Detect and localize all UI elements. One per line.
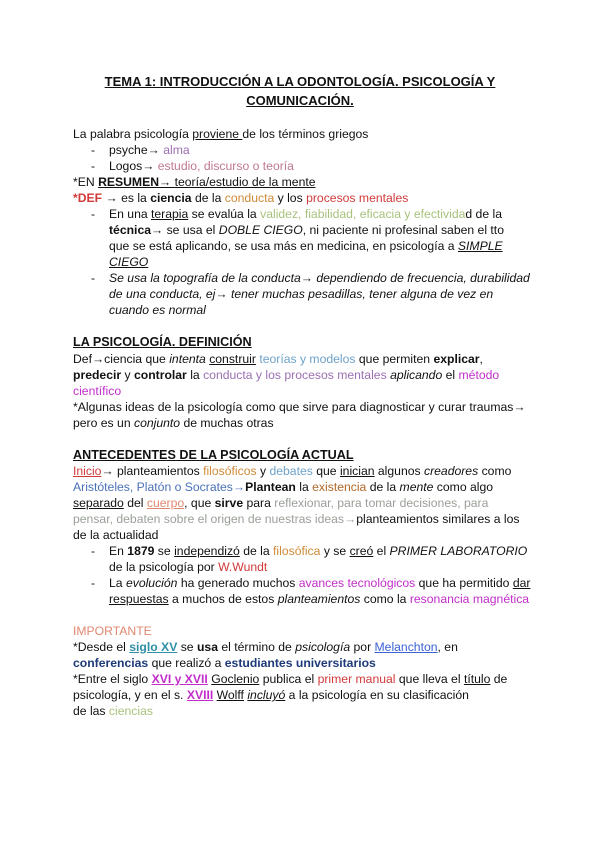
text-underlined: independizó	[174, 544, 240, 558]
text-colored: validez, fiabilidad, eficacia y efectivida	[260, 207, 466, 221]
bullet: -	[91, 544, 96, 558]
antecedentes-line-4	[73, 511, 519, 527]
text-italic: PRIMER LABORATORIO	[389, 544, 528, 558]
text: → se usa el	[151, 223, 219, 237]
text-underlined: título	[463, 672, 491, 686]
text-underlined: inician	[339, 464, 375, 478]
antecedentes-bullet-2	[91, 575, 95, 591]
page-title	[60, 72, 540, 110]
text: la	[186, 368, 204, 382]
text: , ni paciente ni profesinal saben el tto	[302, 223, 504, 237]
text: → es la	[102, 191, 151, 205]
text: y se	[320, 544, 350, 558]
text-bold: predecir	[73, 368, 122, 382]
text-colored: filosóficos	[203, 464, 257, 478]
text: psyche→	[109, 143, 164, 157]
intro-bullet-1	[91, 142, 95, 158]
title-line-1: TEMA 1: INTRODUCCIÓN A LA ODONTOLOGÍA. PSICOLOGÍA Y	[104, 74, 496, 89]
text-underlined: teoría/estudio de la mente	[174, 175, 316, 189]
text: psicología, y en el s.	[73, 688, 187, 702]
text: ha generado muchos	[177, 576, 299, 590]
text-underlined: Wolff	[216, 688, 244, 702]
text-colored: W.Wundt	[218, 560, 268, 574]
text-bold: 1879	[127, 544, 155, 558]
text: pero es un	[73, 416, 134, 430]
antecedentes-bullet-1-text	[109, 543, 527, 559]
text-colored: método	[458, 368, 500, 382]
antecedentes-line-3	[73, 495, 488, 511]
section-heading-definicion: LA PSICOLOGÍA. DEFINICIÓN	[73, 335, 252, 349]
def-bullet-1-line-4	[109, 254, 148, 270]
text: de los términos griegos	[242, 127, 369, 141]
text: La palabra psicología	[73, 127, 193, 141]
text-italic: DOBLE CIEGO	[218, 223, 303, 237]
def-bullet-2-line-2: de una conducta, ej→ tener muchas pesadillas, tener alguna de vez en	[109, 287, 494, 301]
text: que se está aplicando, se usa más en medicina, en psicología a	[109, 239, 458, 253]
def-bullet-2-text: Se usa la topografía de la conducta→ dependiendo de frecuencia, durabilidad	[109, 271, 530, 285]
text: como	[478, 464, 512, 478]
text-italic: mente	[399, 480, 434, 494]
text: que	[312, 464, 340, 478]
important-line-5	[73, 703, 153, 719]
text-colored: alma	[163, 143, 190, 157]
text: se	[154, 544, 175, 558]
definicion-line-3: científico	[73, 384, 122, 398]
intro-line-3	[73, 190, 408, 206]
definicion-line-5	[73, 415, 274, 431]
text: y	[256, 464, 270, 478]
text: de las	[73, 704, 109, 718]
text-underlined: Goclenio	[211, 672, 260, 686]
text: En una	[109, 207, 152, 221]
text-underlined: construir	[209, 352, 256, 366]
text-colored: conducta y los procesos mentales	[203, 368, 387, 382]
antecedentes-bullet-2-text	[109, 575, 530, 591]
text-colored: Inicio	[73, 464, 102, 478]
text-bold: Plantean	[245, 480, 296, 494]
text-colored: resonancia magnética	[409, 592, 530, 606]
def-bullet-1	[91, 206, 95, 222]
text-colored: teorías y modelos	[259, 352, 356, 366]
text-italic: SIMPLE	[457, 239, 503, 253]
antecedentes-line-1	[73, 463, 511, 479]
title-line-2: COMUNICACIÓN.	[246, 93, 354, 108]
text-italic: evolución	[125, 576, 178, 590]
text: la	[295, 480, 313, 494]
text-colored: estudio, discurso o teoría	[157, 159, 294, 173]
intro-line-1	[73, 126, 368, 142]
text-underlined: terapia	[151, 207, 189, 221]
text-colored: Melanchton	[374, 640, 438, 654]
text: por	[350, 640, 375, 654]
text: de la	[191, 191, 225, 205]
text: el término de	[218, 640, 296, 654]
antecedentes-line-5: de la actualidad	[73, 528, 159, 542]
text: de muchas otras	[180, 416, 274, 430]
text-bold: explicar	[433, 352, 480, 366]
text-colored: cuerpo	[146, 496, 185, 510]
def-bullet-1-line-2	[109, 222, 504, 238]
text-colored: pensar, debaten sobre el origen de nuestras ideas→	[73, 512, 357, 526]
text-italic: creadores	[423, 464, 479, 478]
text: se	[177, 640, 197, 654]
text: a muchos de estos	[168, 592, 278, 606]
bullet: -	[91, 271, 96, 285]
text-bold: *DEF	[73, 191, 103, 205]
text-underlined: separado	[73, 496, 124, 510]
text: el	[373, 544, 390, 558]
text-colored: reflexionar, para tomar decisiones, para	[274, 496, 489, 510]
bullet: -	[91, 576, 96, 590]
text-bold: técnica	[109, 223, 152, 237]
text-colored: procesos mentales	[306, 191, 409, 205]
bullet: -	[91, 207, 96, 221]
text: para	[243, 496, 275, 510]
text-italic: incluyó	[247, 688, 286, 702]
antecedentes-bullet-2-line-2	[109, 591, 529, 607]
text-bold: usa	[196, 640, 218, 654]
text-colored: XVI y XVII	[151, 672, 208, 686]
text-bold: controlar	[133, 368, 187, 382]
text: que permiten	[355, 352, 434, 366]
bullet: -	[91, 159, 96, 173]
important-line-3	[73, 671, 507, 687]
text: que realizó a	[148, 656, 225, 670]
text: La	[109, 576, 126, 590]
text-underlined: creó	[349, 544, 374, 558]
text-bold: ciencia	[150, 191, 192, 205]
definicion-line-4: *Algunas ideas de la psicología como que sirve para diagnosticar y curar traumas→	[73, 400, 526, 414]
text: *EN	[73, 175, 99, 189]
text-italic: CIEGO	[109, 255, 149, 269]
text-italic: planteamientos	[277, 592, 361, 606]
text-colored: conferencias	[73, 656, 149, 670]
important-line-4	[73, 687, 469, 703]
text: como la	[360, 592, 410, 606]
antecedentes-line-2	[73, 479, 493, 495]
text: algunos	[374, 464, 424, 478]
antecedentes-bullet-1-line-2	[109, 559, 267, 575]
text: Logos→	[109, 159, 158, 173]
text-italic: psicología	[295, 640, 351, 654]
text: planteamientos similares a los	[356, 512, 520, 526]
text: de	[490, 672, 508, 686]
text: *Desde el	[73, 640, 130, 654]
text-colored: avances tecnológicos	[298, 576, 416, 590]
intro-line-2	[73, 174, 316, 190]
text-colored: debates	[269, 464, 313, 478]
text: publica el	[259, 672, 318, 686]
def-bullet-1-text	[109, 206, 502, 222]
text-colored: primer manual	[317, 672, 396, 686]
text: En	[109, 544, 128, 558]
intro-bullet-1-text	[109, 142, 190, 158]
section-heading-antecedentes: ANTECEDENTES DE LA PSICOLOGÍA ACTUAL	[73, 448, 354, 462]
text-colored: Aristóteles, Platón o Socrates→	[73, 480, 246, 494]
text: ,	[479, 352, 483, 366]
text-colored: siglo XV	[129, 640, 178, 654]
text: Def→ciencia que	[73, 352, 170, 366]
intro-bullet-2	[91, 158, 95, 174]
definicion-line-2	[73, 367, 499, 383]
text: , que	[184, 496, 215, 510]
text: de la	[366, 480, 400, 494]
text: de la	[239, 544, 274, 558]
text: el	[442, 368, 459, 382]
text: *Entre el siglo	[73, 672, 152, 686]
text-colored: ciencias	[108, 704, 153, 718]
text-underlined: respuestas	[109, 592, 169, 606]
text-bold: sirve	[214, 496, 244, 510]
text-underlined: proviene	[192, 127, 243, 141]
text: se evalúa la	[188, 207, 261, 221]
important-line-2	[73, 655, 376, 671]
bullet: -	[91, 143, 96, 157]
text-colored: XVIII	[186, 688, 214, 702]
important-line-1	[73, 639, 458, 655]
text: del	[123, 496, 147, 510]
text: que lleva el	[395, 672, 464, 686]
text-underlined: dar	[512, 576, 531, 590]
text-colored: existencia	[312, 480, 367, 494]
def-bullet-2	[91, 270, 95, 286]
text-colored: filosófica	[273, 544, 321, 558]
text: como algo	[433, 480, 494, 494]
text-colored: estudiantes universitarios	[224, 656, 376, 670]
text-bold: RESUMEN→	[98, 175, 175, 189]
text: que ha permitido	[415, 576, 513, 590]
text: y los	[274, 191, 307, 205]
text: → planteamientos	[101, 464, 204, 478]
def-bullet-2-line-3: cuando es normal	[109, 303, 206, 317]
text-italic: conjunto	[133, 416, 181, 430]
important-heading: IMPORTANTE	[73, 624, 152, 638]
text: d de la	[465, 207, 502, 221]
text: de la psicología por	[109, 560, 219, 574]
text-italic: aplicando	[390, 368, 443, 382]
antecedentes-bullet-1	[91, 543, 95, 559]
intro-bullet-2-text	[109, 158, 294, 174]
text-colored: conducta	[224, 191, 275, 205]
text: a la psicología en su clasificación	[285, 688, 469, 702]
definicion-line-1	[73, 351, 483, 367]
text: , en	[437, 640, 458, 654]
def-bullet-1-line-3	[109, 238, 503, 254]
text: y	[121, 368, 134, 382]
text-italic: intenta	[169, 352, 206, 366]
